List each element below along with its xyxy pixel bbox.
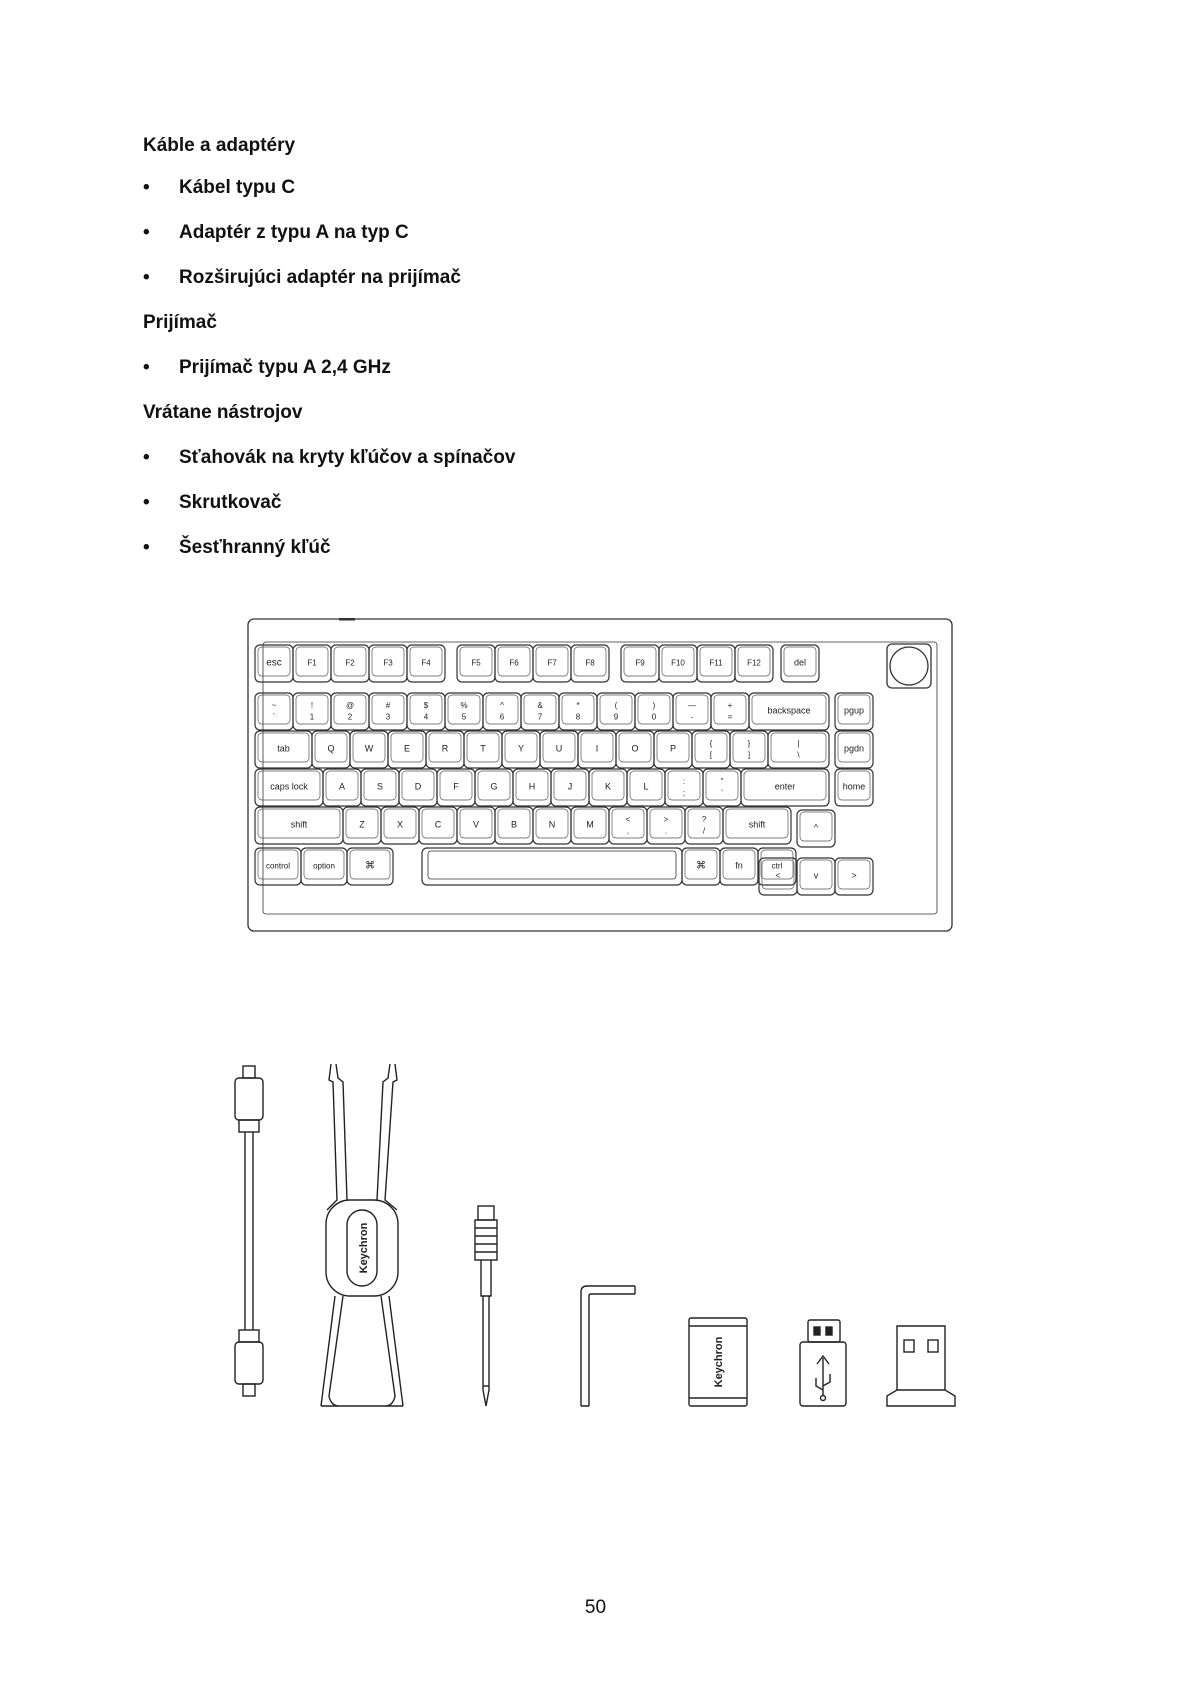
list-item-text: Adaptér z typu A na typ C	[179, 222, 409, 243]
key-n	[533, 807, 571, 844]
key-num-10	[635, 693, 673, 730]
key-label: J	[567, 781, 573, 792]
bullet: •	[143, 537, 150, 558]
key-f6	[495, 645, 533, 682]
key-f2	[331, 645, 369, 682]
key-label: >	[851, 870, 857, 881]
usb-c-cable-icon	[235, 1066, 263, 1396]
key-label: esc	[266, 657, 282, 669]
key-v	[457, 807, 495, 844]
usb-a-to-c-adapter-icon	[800, 1320, 846, 1406]
key-option	[301, 848, 347, 885]
key-label-top: +	[727, 700, 733, 710]
key-label-top: "	[720, 776, 724, 786]
key-h	[513, 769, 551, 806]
key-semicolon	[665, 769, 703, 806]
key-label: ⌘	[696, 860, 706, 872]
key-label-bottom: =	[727, 712, 733, 722]
key-num-1	[293, 693, 331, 730]
key-r	[426, 731, 464, 768]
list-item-text: Šesťhranný kľúč	[179, 537, 331, 558]
key-label: O	[631, 743, 639, 754]
key-label: F11	[709, 658, 723, 668]
screwdriver-icon	[475, 1206, 497, 1406]
key-label-bottom: .	[664, 826, 668, 836]
volume-knob	[887, 644, 931, 688]
key-label: F1	[307, 658, 317, 668]
key-backslash	[768, 731, 829, 768]
key-label: F2	[345, 658, 355, 668]
key-label: H	[528, 781, 536, 792]
key-backspace	[749, 693, 829, 730]
section-heading-cables: Káble a adaptéry	[143, 135, 296, 156]
key-b	[495, 807, 533, 844]
key-punct-2	[685, 807, 723, 844]
key-cmd-right	[682, 848, 720, 885]
key-w	[350, 731, 388, 768]
key-m	[571, 807, 609, 844]
key-label: P	[669, 743, 677, 754]
key-esc	[255, 645, 293, 682]
key-label-top: {	[709, 738, 713, 748]
key-label-bottom: 4	[423, 712, 429, 722]
key-label: v	[813, 870, 819, 881]
key-l	[627, 769, 665, 806]
key-label: pgup	[843, 705, 865, 716]
key-num-2	[331, 693, 369, 730]
key-shift-left	[255, 807, 343, 844]
key-label-top: ?	[701, 814, 707, 824]
spacebar	[422, 848, 682, 885]
key-label: <	[775, 870, 781, 881]
key-label-bottom: /	[702, 826, 706, 836]
key-label: pgdn	[843, 743, 865, 754]
key-f8	[571, 645, 609, 682]
key-label: F4	[421, 658, 431, 668]
key-label: F12	[747, 658, 761, 668]
key-label: N	[548, 819, 556, 830]
key-fn	[720, 848, 758, 885]
key-q	[312, 731, 350, 768]
list-item-text: Rozširujúci adaptér na prijímač	[179, 267, 461, 288]
key-f4	[407, 645, 445, 682]
key-label: I	[595, 743, 599, 754]
key-label: F10	[671, 658, 685, 668]
key-o	[616, 731, 654, 768]
key-pgup	[835, 693, 873, 730]
key-enter	[741, 769, 829, 806]
key-f	[437, 769, 475, 806]
key-label: F	[453, 781, 459, 792]
key-label: F8	[585, 658, 595, 668]
list-item-text: Prijímač typu A 2,4 GHz	[179, 357, 391, 378]
key-label-top: ~	[271, 700, 277, 710]
key-p	[654, 731, 692, 768]
key-j	[551, 769, 589, 806]
key-label-bottom: 6	[499, 712, 505, 722]
key-k	[589, 769, 627, 806]
key-num-4	[407, 693, 445, 730]
key-label-top: >	[663, 814, 669, 824]
key-label: F9	[635, 658, 645, 668]
key-label-bottom: 2	[347, 712, 353, 722]
key-c	[419, 807, 457, 844]
key-a	[323, 769, 361, 806]
key-label: control	[265, 861, 291, 871]
key-num-6	[483, 693, 521, 730]
key-num-11	[673, 693, 711, 730]
key-label-top: ^	[500, 700, 504, 710]
key-i	[578, 731, 616, 768]
page-number: 50	[584, 1597, 607, 1618]
key-control	[255, 848, 301, 885]
bullet: •	[143, 267, 150, 288]
bullet: •	[143, 177, 150, 198]
section-heading-tools: Vrátane nástrojov	[143, 402, 303, 423]
key-num-7	[521, 693, 559, 730]
key-label: backspace	[767, 705, 811, 716]
bullet: •	[143, 492, 150, 513]
key-label-top: @	[345, 700, 355, 710]
key-label: Y	[517, 743, 525, 754]
key-label: A	[338, 781, 346, 792]
key-label: S	[376, 781, 384, 792]
key-arrow-right	[835, 858, 873, 895]
key-bracket-right	[730, 731, 768, 768]
key-label-bottom: `	[272, 712, 276, 722]
key-num-8	[559, 693, 597, 730]
key-label-top: (	[614, 700, 618, 710]
key-arrow-down	[797, 858, 835, 895]
key-label: del	[793, 657, 807, 668]
key-f12	[735, 645, 773, 682]
accessories-illustration	[225, 1060, 965, 1420]
puller-brand-label: Keychron	[358, 1222, 370, 1274]
key-shift-right	[723, 807, 791, 844]
key-label: home	[842, 781, 866, 792]
key-label-top: $	[423, 700, 429, 710]
key-label: caps lock	[270, 781, 308, 792]
key-label: K	[604, 781, 612, 792]
key-label-top: :	[682, 776, 686, 786]
key-cmd-left	[347, 848, 393, 885]
key-label: shift	[748, 819, 766, 830]
key-label: B	[510, 819, 518, 830]
key-label: X	[396, 819, 404, 830]
key-label: fn	[735, 860, 743, 871]
key-label-bottom: 5	[461, 712, 467, 722]
key-label-top: |	[797, 738, 800, 748]
key-d	[399, 769, 437, 806]
key-label: D	[414, 781, 422, 792]
key-label: ^	[813, 822, 819, 833]
key-label: E	[403, 743, 411, 754]
key-num-12	[711, 693, 749, 730]
key-num-0	[255, 693, 293, 730]
adapter-brand-label: Keychron	[713, 1336, 725, 1388]
key-label-bottom: ,	[626, 826, 630, 836]
key-label: V	[472, 819, 480, 830]
key-tab	[255, 731, 312, 768]
key-pgdn	[835, 731, 873, 768]
section-heading-receiver: Prijímač	[143, 312, 217, 333]
key-num-3	[369, 693, 407, 730]
key-label-bottom: -	[690, 712, 694, 722]
key-num-5	[445, 693, 483, 730]
key-e	[388, 731, 426, 768]
key-label-bottom: [	[709, 750, 713, 760]
list-item-text: Skrutkovač	[179, 492, 282, 513]
key-arrow-up	[797, 810, 835, 847]
key-label: ⌘	[365, 860, 375, 872]
key-f7	[533, 645, 571, 682]
wireless-receiver-icon	[887, 1326, 955, 1406]
keyboard-illustration	[247, 618, 953, 932]
key-g	[475, 769, 513, 806]
key-label: R	[441, 743, 449, 754]
key-f5	[457, 645, 495, 682]
key-label-bottom: ]	[747, 750, 751, 760]
key-label-top: <	[625, 814, 631, 824]
key-label: U	[555, 743, 563, 754]
hex-key-icon	[581, 1286, 635, 1406]
key-f10	[659, 645, 697, 682]
key-label: M	[586, 819, 594, 830]
key-label-bottom: 7	[537, 712, 543, 722]
key-label-bottom: \	[797, 750, 800, 760]
key-label-top: )	[652, 700, 656, 710]
key-label: option	[313, 861, 335, 871]
key-label-top: %	[460, 700, 468, 710]
key-f9	[621, 645, 659, 682]
key-quote	[703, 769, 741, 806]
key-label: T	[480, 743, 486, 754]
key-caps-lock	[255, 769, 323, 806]
key-label-bottom: ;	[682, 788, 686, 798]
key-t	[464, 731, 502, 768]
key-f3	[369, 645, 407, 682]
key-label-bottom: 0	[651, 712, 657, 722]
key-u	[540, 731, 578, 768]
key-label: enter	[774, 781, 796, 792]
list-item-text: Kábel typu C	[179, 177, 296, 198]
key-x	[381, 807, 419, 844]
key-label: tab	[277, 743, 290, 754]
list-item-text: Sťahovák na kryty kľúčov a spínačov	[179, 447, 516, 468]
key-z	[343, 807, 381, 844]
key-del	[781, 645, 819, 682]
key-label: ctrl	[771, 861, 783, 871]
key-label-top: &	[537, 700, 543, 710]
key-num-9	[597, 693, 635, 730]
key-punct-1	[647, 807, 685, 844]
key-y	[502, 731, 540, 768]
key-label-top: *	[576, 700, 580, 710]
key-label-bottom: '	[721, 788, 723, 798]
bullet: •	[143, 447, 150, 468]
key-label-top: —	[688, 700, 696, 710]
key-bracket-left	[692, 731, 730, 768]
key-label: shift	[290, 819, 308, 830]
key-label: Z	[359, 819, 365, 830]
key-label: G	[490, 781, 498, 792]
key-label-bottom: 9	[613, 712, 619, 722]
bullet: •	[143, 357, 150, 378]
key-punct-0	[609, 807, 647, 844]
key-label-top: }	[747, 738, 751, 748]
key-label-top: #	[385, 700, 391, 710]
key-label: L	[643, 781, 649, 792]
key-label: F7	[547, 658, 557, 668]
key-label: Q	[327, 743, 335, 754]
key-label-bottom: 8	[575, 712, 581, 722]
key-label-bottom: 3	[385, 712, 391, 722]
key-f1	[293, 645, 331, 682]
key-label: F5	[471, 658, 481, 668]
bullet: •	[143, 222, 150, 243]
key-label: W	[364, 743, 374, 754]
key-s	[361, 769, 399, 806]
key-f11	[697, 645, 735, 682]
key-label: F3	[383, 658, 393, 668]
key-label: F6	[509, 658, 519, 668]
key-label: C	[434, 819, 442, 830]
key-label-top: !	[310, 700, 314, 710]
key-home	[835, 769, 873, 806]
key-label-bottom: 1	[309, 712, 315, 722]
